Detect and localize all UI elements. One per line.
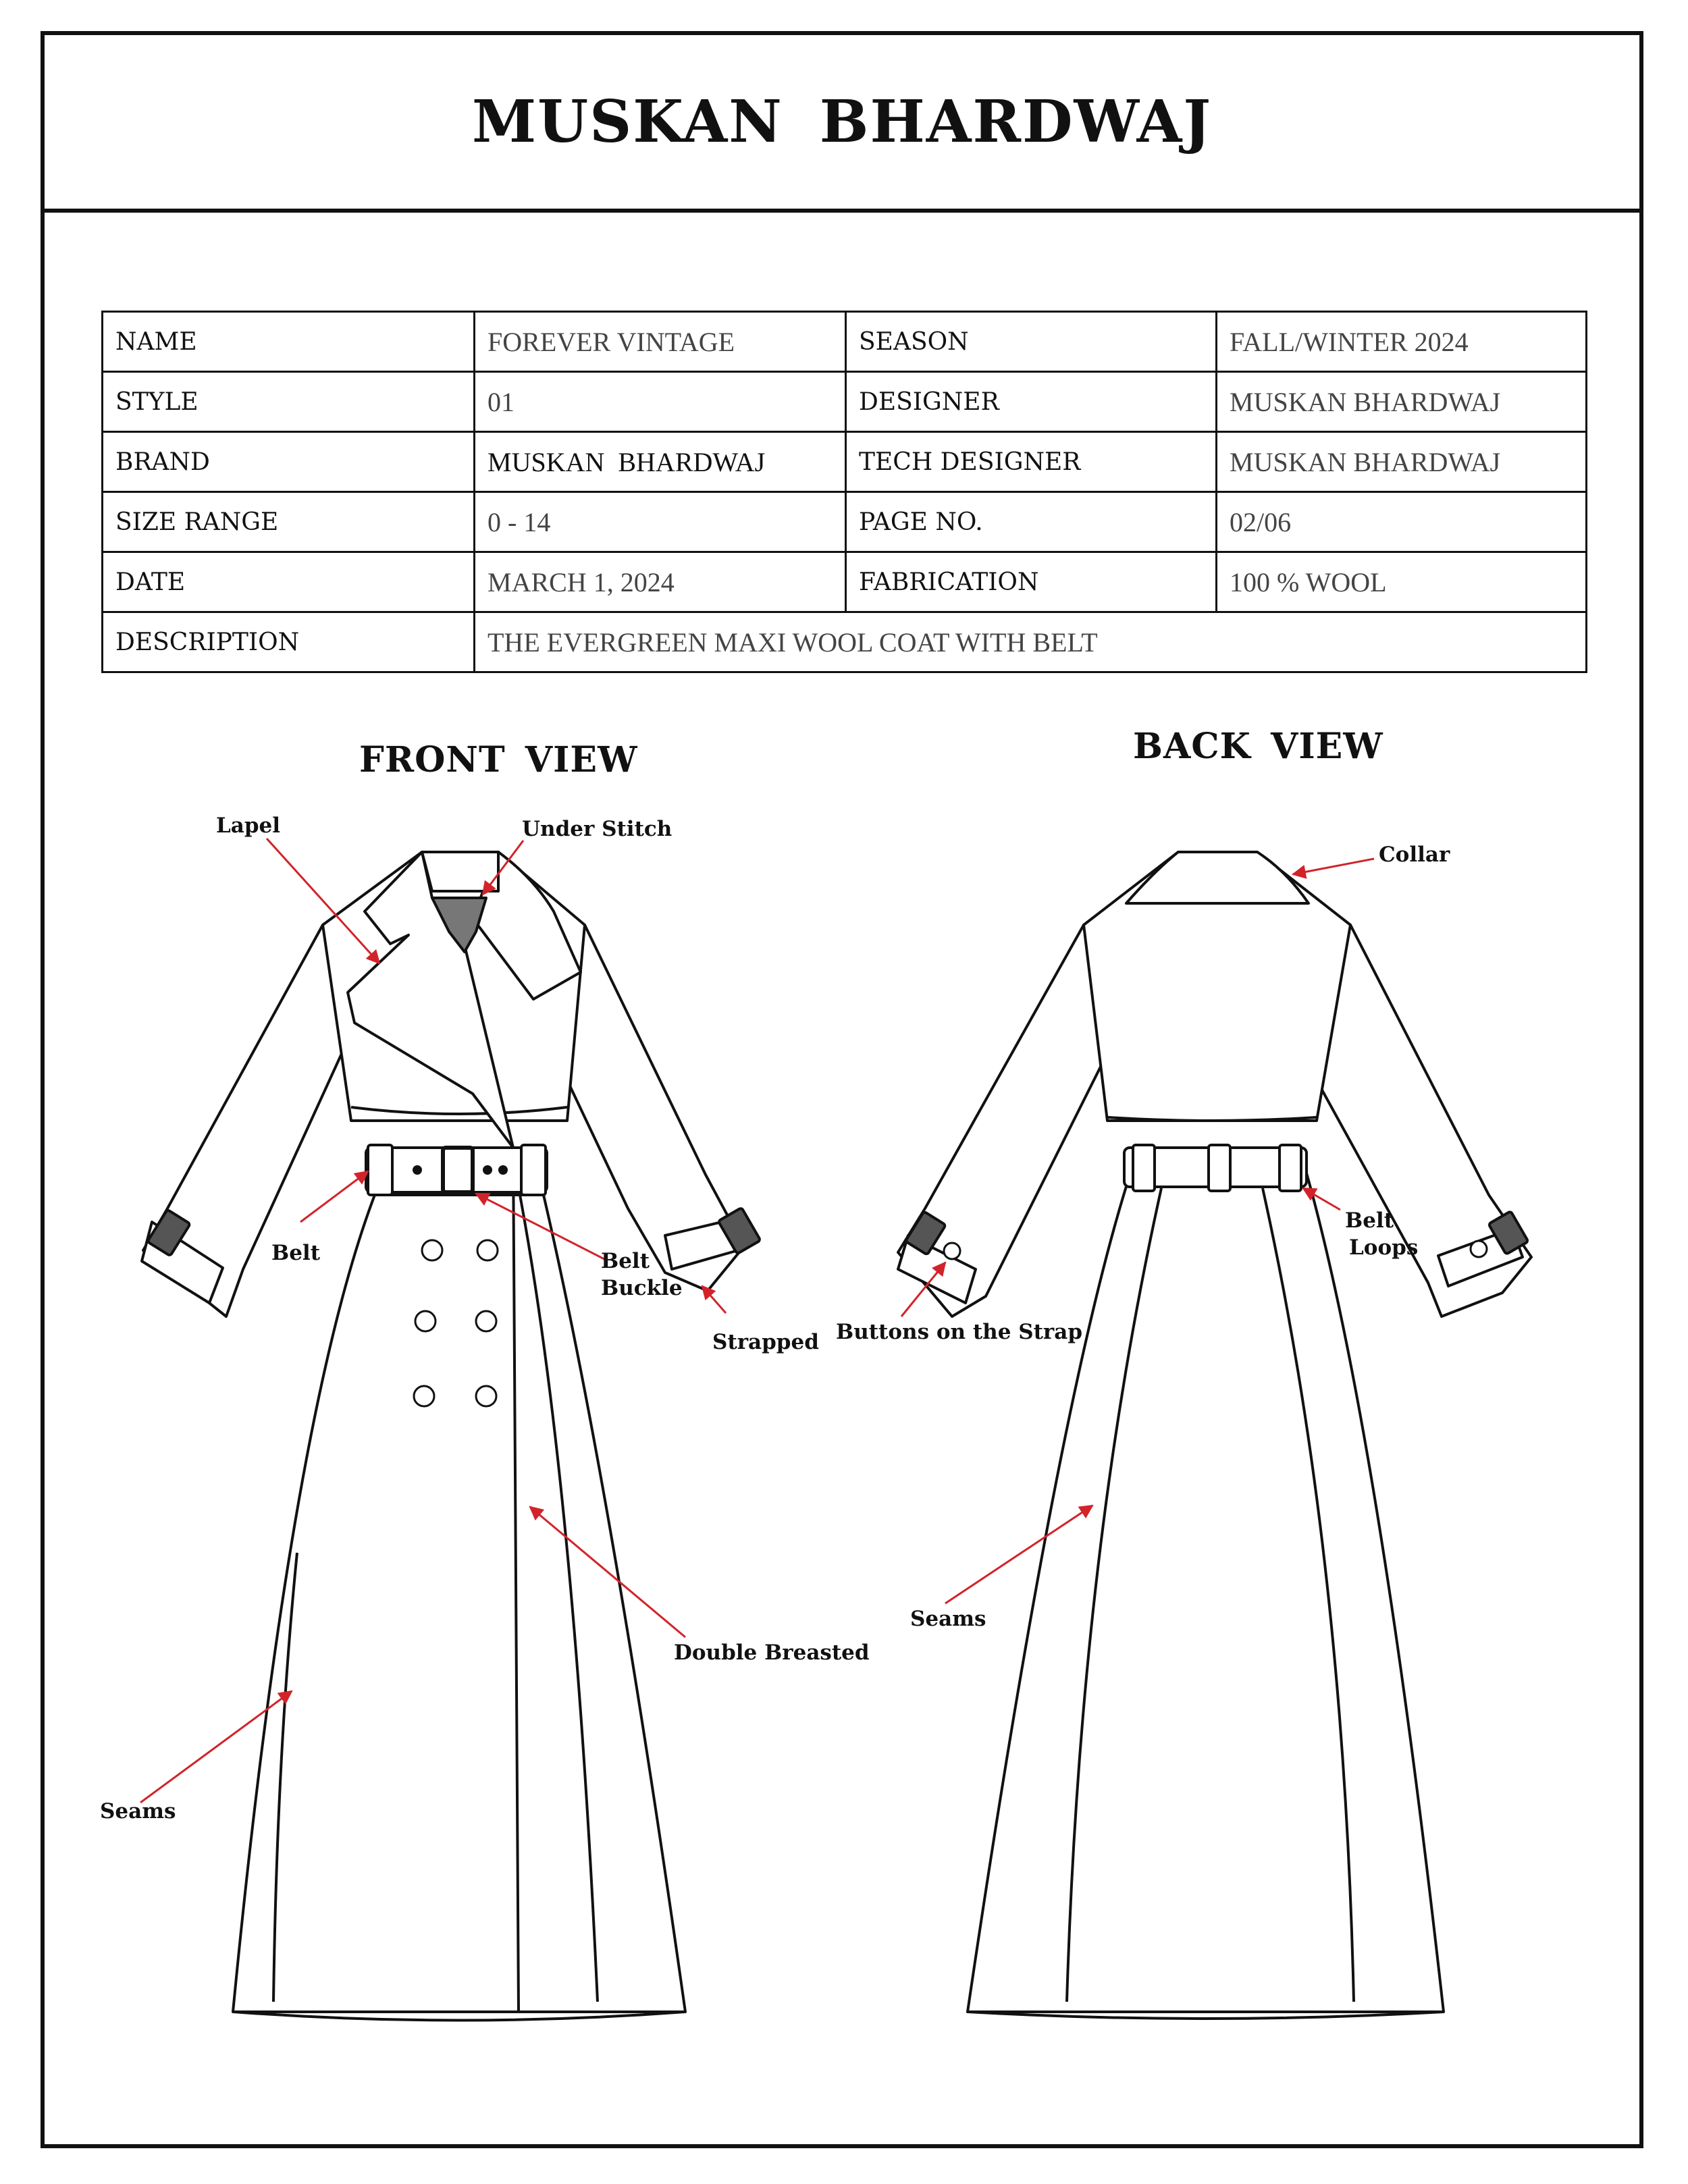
belt-hole [500, 1167, 506, 1173]
back-collar [1126, 852, 1309, 903]
back-belt-loop [1133, 1145, 1155, 1191]
strap-button [944, 1243, 960, 1259]
spec-label: FABRICATION [846, 552, 1217, 612]
button [415, 1311, 436, 1331]
callout-under-stitch: Under Stitch [522, 817, 672, 841]
back-view-title: BACK VIEW [1133, 726, 1383, 767]
spec-label: TECH DESIGNER [846, 432, 1217, 492]
collar-stand [422, 852, 498, 891]
spec-value: MARCH 1, 2024 [475, 552, 846, 612]
button [476, 1311, 496, 1331]
callout-back-seams: Seams [910, 1607, 986, 1631]
callout-lapel: Lapel [216, 814, 281, 838]
page-title: MUSKAN BHARDWAJ [471, 88, 1213, 156]
callout-belt-loops-line2: Loops [1349, 1235, 1419, 1260]
spec-value: FOREVER VINTAGE [475, 312, 846, 372]
back-belt-loop [1280, 1145, 1301, 1191]
front-belt-loop-right [521, 1145, 546, 1195]
arrow-belt [300, 1171, 368, 1222]
front-coat [142, 852, 760, 2021]
spec-label: PAGE NO. [846, 492, 1217, 552]
callout-front-seams: Seams [100, 1799, 176, 1823]
callout-strapped: Strapped [712, 1330, 819, 1354]
spec-value: MUSKAN BHARDWAJ [1217, 432, 1587, 492]
callout-double-breasted: Double Breasted [674, 1641, 870, 1665]
button [476, 1386, 496, 1406]
button [477, 1240, 498, 1260]
spec-label: BRAND [103, 432, 475, 492]
front-skirt [233, 1195, 685, 2012]
spec-value: 02/06 [1217, 492, 1587, 552]
front-view-title: FRONT VIEW [359, 739, 638, 780]
belt-hole [414, 1167, 421, 1173]
front-belt-loop-left [368, 1145, 392, 1195]
belt-buckle [443, 1148, 473, 1192]
button [414, 1386, 434, 1406]
arrow-collar [1293, 859, 1374, 874]
spec-label: DESIGNER [846, 372, 1217, 432]
spec-label: DESCRIPTION [103, 612, 475, 672]
callout-belt-buckle-line2: Buckle [601, 1276, 683, 1300]
spec-label: SIZE RANGE [103, 492, 475, 552]
spec-label: SEASON [846, 312, 1217, 372]
callout-collar: Collar [1379, 843, 1450, 867]
back-skirt [968, 1161, 1444, 2012]
button [422, 1240, 442, 1260]
spec-value: MUSKAN BHARDWAJ [1217, 372, 1587, 432]
spec-description: THE EVERGREEN MAXI WOOL COAT WITH BELT [475, 612, 1587, 672]
back-belt-loop [1209, 1145, 1230, 1191]
belt-hole [484, 1167, 491, 1173]
callout-buttons-on-strap: Buttons on the Strap [836, 1320, 1083, 1344]
spec-label: DATE [103, 552, 475, 612]
spec-value: 0 - 14 [475, 492, 846, 552]
callout-belt-loops-line1: Belt [1345, 1208, 1394, 1233]
spec-value: MUSKAN BHARDWAJ [475, 432, 846, 492]
callout-belt-buckle-line1: Belt [601, 1249, 650, 1273]
spec-label: STYLE [103, 372, 475, 432]
spec-value: 01 [475, 372, 846, 432]
spec-value: FALL/WINTER 2024 [1217, 312, 1587, 372]
strap-button [1471, 1241, 1487, 1257]
callout-belt: Belt [271, 1241, 321, 1265]
spec-label: NAME [103, 312, 475, 372]
arrow-strapped [702, 1286, 726, 1313]
spec-value: 100 % WOOL [1217, 552, 1587, 612]
back-coat [898, 852, 1531, 2019]
